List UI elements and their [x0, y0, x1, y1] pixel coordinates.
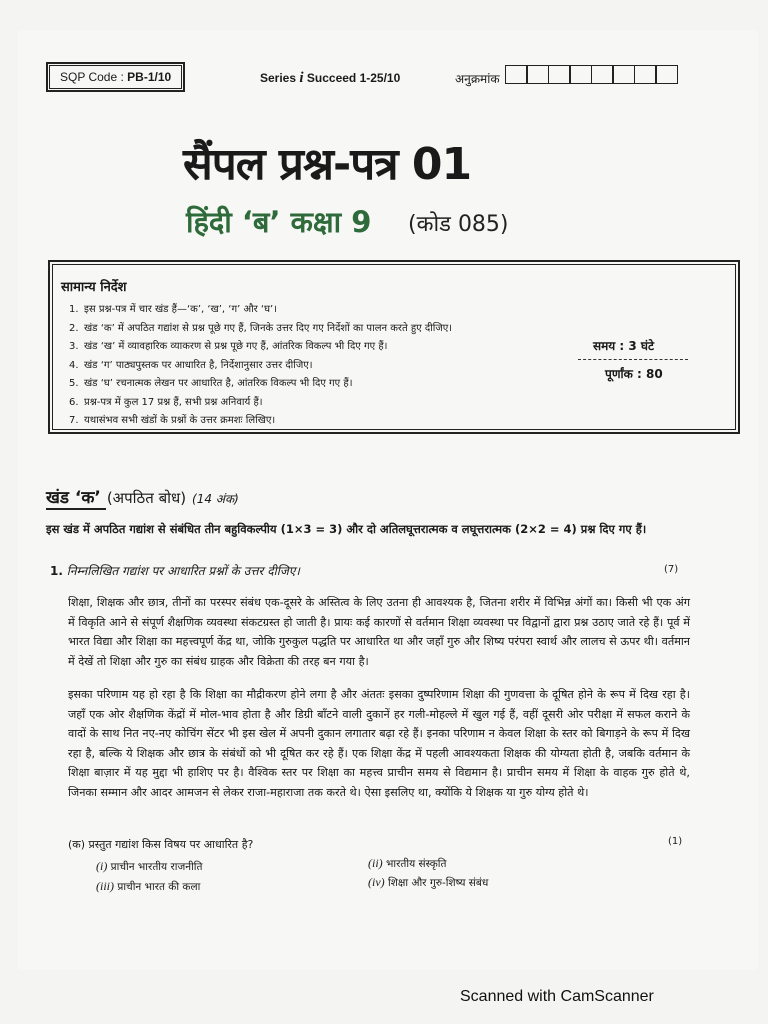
roll-box: [526, 65, 549, 84]
roll-box: [569, 65, 592, 84]
sub-question-a: [68, 837, 253, 852]
question-1-prompt: [50, 562, 300, 579]
roll-box: [655, 65, 678, 84]
roll-number-label: अनुक्रमांक: [455, 72, 500, 86]
series-prefix: Series: [260, 71, 297, 85]
roll-box: [612, 65, 635, 84]
instruction-item: 2. खंड ‘क’ में अपठित गद्यांश से प्रश्न पूछे गए हैं, जिनके उत्तर दिए गए निर्देशों का पालन करते हुए दीजिए।: [69, 322, 453, 334]
section-underline: [46, 508, 106, 510]
roll-box: [591, 65, 614, 84]
instruction-item: 6. प्रश्न-पत्र में कुल 17 प्रश्न हैं, सभी प्रश्न अनिवार्य हैं।: [69, 396, 263, 408]
instruction-item: 3. खंड ‘ख’ में व्यावहारिक व्याकरण से प्रश्न पूछे गए हैं, आंतरिक विकल्प भी दिए गए हैं।: [69, 341, 388, 352]
general-instructions-box: [48, 260, 740, 434]
question-1-marks: (7): [664, 564, 679, 575]
sqp-code-label: SQP Code :: [60, 70, 124, 84]
section-marks: (14 अंक): [192, 492, 239, 506]
sub-question-marks: (1): [668, 836, 683, 847]
option-i: (i) प्राचीन भारतीय राजनीति: [96, 859, 203, 873]
option-iv: (iv) शिक्षा और गुरु-शिष्य संबंध: [368, 875, 489, 889]
sub-question-label: (क): [68, 838, 86, 851]
question-paper-page: [18, 30, 758, 970]
camscanner-watermark: Scanned with CamScanner: [460, 988, 654, 1005]
roll-box: [505, 65, 528, 84]
section-heading: [46, 485, 239, 508]
time-allowed: समय : 3 घंटे: [593, 339, 655, 353]
instructions-list: [69, 301, 452, 431]
option-iii: (iii) प्राचीन भारत की कला: [96, 879, 201, 893]
passage-paragraph-2: इसका परिणाम यह हो रहा है कि शिक्षा का मौद्रीकरण होने लगा है और अंततः इसका दुष्परिणाम शिक्षा की गुणवत्ता के दूषित होने के रूप में दिख रहा है। जहाँ एक ओर शैक्षणिक केंद्रों में मोल-भाव होता है और डिग्री बाँटने वाली दुकानें हर गली-मोहल्ले में खुल गई हैं, वहीं दूसरी ओर परीक्षा में सफल कराने के वादों के साथ नित नए-नए कोचिंग सेंटर भी इस खेल में अपनी दुकान लगातार बढ़ा रहे हैं। इनका परिणाम न केवल शिक्षा के स्तर को बिगाड़ने के रूप में दिख रहा है, बल्कि ये शिक्षक और छात्र के संबंधों को भी दूषित कर रहे हैं। एक शिक्षा केंद्र में पहली आवश्यकता शिक्षक की योग्यता होती है, जबकि वर्तमान के शिक्षा बाज़ार में यह मुद्दा भी हाशिए पर है। वैश्विक स्तर पर शिक्षा का महत्त्व प्राचीन समय से विद्यमान है। प्राचीन समय में शिक्षा के वाहक गुरु होते थे, जिनका सम्मान और आदर आमजन से लेकर राजा-महाराजा तक करते थे। ऐसा इसलिए था, क्योंकि ये शिक्षक या गुरु योग्य होते थे।: [68, 688, 690, 799]
series-label: [260, 70, 400, 87]
passage-paragraph-1: शिक्षा, शिक्षक और छात्र, तीनों का परस्पर संबंध एक-दूसरे के अस्तित्व के लिए उतना ही आवश्यक है, जितना शरीर में विभिन्न अंगों का। किसी भी एक अंग में विकृति आने से संपूर्ण शैक्षणिक व्यवस्था संकटग्रस्त हो जाती है। प्रायः कई कारणों से वर्तमान शिक्षा व्यवस्था पर विद्वानों द्वारा प्रश्न उठाए जाते रहे हैं। पूर्व में भारत विद्या और शिक्षा का महत्त्वपूर्ण केंद्र था, जोकि गुरुकुल पद्धति पर आधारित था और जहाँ गुरु और शिष्य परंपरा स्वार्थ और लालच से ऊपर थी। वर्तमान में देखें तो शिक्षा और गुरु का संबंध ग्राहक और विक्रेता की तरह बन गया है।: [68, 596, 690, 668]
instruction-item: 5. खंड ‘घ’ रचनात्मक लेखन पर आधारित है, आंतरिक विकल्प भी दिए गए हैं।: [69, 378, 353, 389]
subject-code: (कोड 085): [408, 212, 509, 237]
marks-divider: [578, 359, 688, 360]
sub-question-text: प्रस्तुत गद्यांश किस विषय पर आधारित है?: [88, 838, 254, 851]
question-number: 1.: [50, 564, 63, 578]
instruction-item: 1. इस प्रश्न-पत्र में चार खंड हैं—‘क’, ‘ख’, ‘ग’ और ‘घ’।: [69, 304, 277, 315]
roll-box: [548, 65, 571, 84]
section-subtitle: (अपठित बोध): [106, 489, 187, 507]
instruction-item: 7. यथासंभव सभी खंडों के प्रश्नों के उत्तर क्रमशः लिखिए।: [69, 415, 276, 426]
option-ii: (ii) भारतीय संस्कृति: [368, 856, 447, 870]
question-text: निम्नलिखित गद्यांश पर आधारित प्रश्नों के उत्तर दीजिए।: [66, 564, 300, 578]
instruction-item: 4. खंड ‘ग’ पाठ्यपुस्तक पर आधारित है, निर्देशानुसार उत्तर दीजिए।: [69, 359, 313, 371]
sqp-code-box: [46, 62, 185, 92]
roll-number-boxes: [506, 65, 678, 84]
sqp-code-value: PB-1/10: [127, 70, 172, 84]
paper-title: सैंपल प्रश्न-पत्र 01: [183, 139, 472, 190]
series-name: Succeed 1-25/10: [306, 71, 401, 85]
section-title: खंड ‘क’: [46, 488, 101, 508]
instructions-title: सामान्य निर्देश: [61, 280, 127, 295]
roll-box: [634, 65, 657, 84]
section-description: इस खंड में अपठित गद्यांश से संबंधित तीन बहुविकल्पीय (1×3 = 3) और दो अतिलघूत्तरात्मक व लघूत्तरात्मक (2×2 = 4) प्रश्न दिए गए हैं।: [46, 522, 647, 536]
series-i-logo: i: [299, 70, 304, 86]
total-marks: पूर्णांक : 80: [605, 367, 663, 381]
paper-subtitle: हिंदी ‘ब’ कक्षा 9: [186, 205, 372, 239]
